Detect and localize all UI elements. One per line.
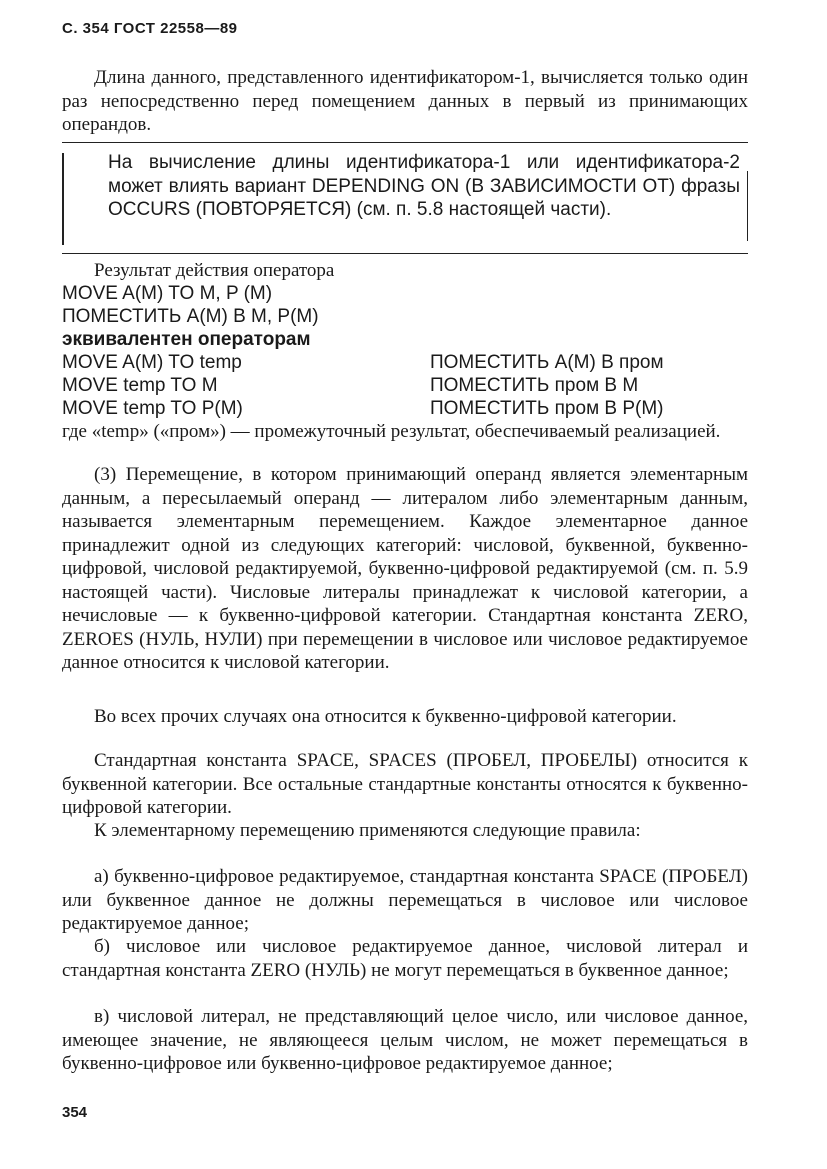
paragraph-6: К элементарному перемещению применяются следующие правила: <box>94 820 641 841</box>
pomestit-statement: ПОМЕСТИТЬ A(M) В M, P(M) <box>62 306 319 327</box>
row-2-left: MOVE temp TO M <box>62 375 218 396</box>
row-3-right: ПОМЕСТИТЬ пром В P(M) <box>430 398 664 419</box>
row-2-right: ПОМЕСТИТЬ пром В M <box>430 375 639 396</box>
note-box <box>62 142 748 254</box>
paragraph-3: (3) Перемещение, в котором принимающий операнд является элементарным данным, а пересылаемый операнд — литералом либо элементарным данным, называется элементарным перемещением. Каждое элементарное данное принадлежит одной из следующих категорий: числовой, буквенной, буквенно-цифровой, числовой редактируемой, буквенно-цифровой редактируемой (см. п. 5.9 настоящей части). Числовые литералы принадлежат к числовой категории, а нечисловые — к буквенно-цифровой категории. Стандартная константа ZERO, ZEROES (НУЛЬ, НУЛИ) при перемещении в числовое или числовое редактируемое данное относится к числовой категории. <box>62 464 748 673</box>
intro-paragraph: Длина данного, представленного идентификатором-1, вычисляется только один раз непосредственно перед помещением данных в первый из принимающих операндов. <box>62 67 748 135</box>
row-3-left: MOVE temp TO P(M) <box>62 398 243 419</box>
page-header: С. 354 ГОСТ 22558—89 <box>62 20 238 37</box>
page-number: 354 <box>62 1104 88 1121</box>
result-lead: Результат действия оператора <box>94 260 335 281</box>
where-paragraph: где «temp» («пром») — промежуточный результат, обеспечиваемый реализацией. <box>62 421 721 442</box>
note-left-bar <box>62 153 64 245</box>
row-1-left: MOVE A(M) TO temp <box>62 352 242 373</box>
row-1-right: ПОМЕСТИТЬ A(M) В пром <box>430 352 664 373</box>
rule-a: а) буквенно-цифровое редактируемое, стандартная константа SPACE (ПРОБЕЛ) или буквенное данное не должны перемещаться в числовое или числовое редактируемое данное; <box>62 866 748 934</box>
equiv-label: эквивалентен операторам <box>62 329 311 350</box>
rule-b: б) числовое или числовое редактируемое данное, числовой литерал и стандартная константа ZERO (НУЛЬ) не могут перемещаться в буквенное данное; <box>62 936 748 981</box>
paragraph-5: Стандартная константа SPACE, SPACES (ПРОБЕЛ, ПРОБЕЛЫ) относится к буквенной категории. Все остальные стандартные константы относятся к буквенно-цифровой категории. <box>62 750 748 818</box>
move-statement: MOVE A(M) TO M, P (M) <box>62 283 273 304</box>
rule-c: в) числовой литерал, не представляющий целое число, или числовое данное, имеющее значение, не являющееся целым числом, не может перемещаться в буквенно-цифровое или буквенно-цифровое редактируемое данное; <box>62 1006 748 1074</box>
note-right-bar <box>747 171 749 241</box>
note-text: На вычисление длины идентификатора-1 или идентификатора-2 может влиять вариант DEPENDING ON (В ЗАВИСИМОСТИ ОТ) фразы OCCURS (ПОВТОРЯЕТСЯ) (см. п. 5.8 настоящей части). <box>108 152 740 220</box>
paragraph-4: Во всех прочих случаях она относится к буквенно-цифровой категории. <box>94 706 677 727</box>
